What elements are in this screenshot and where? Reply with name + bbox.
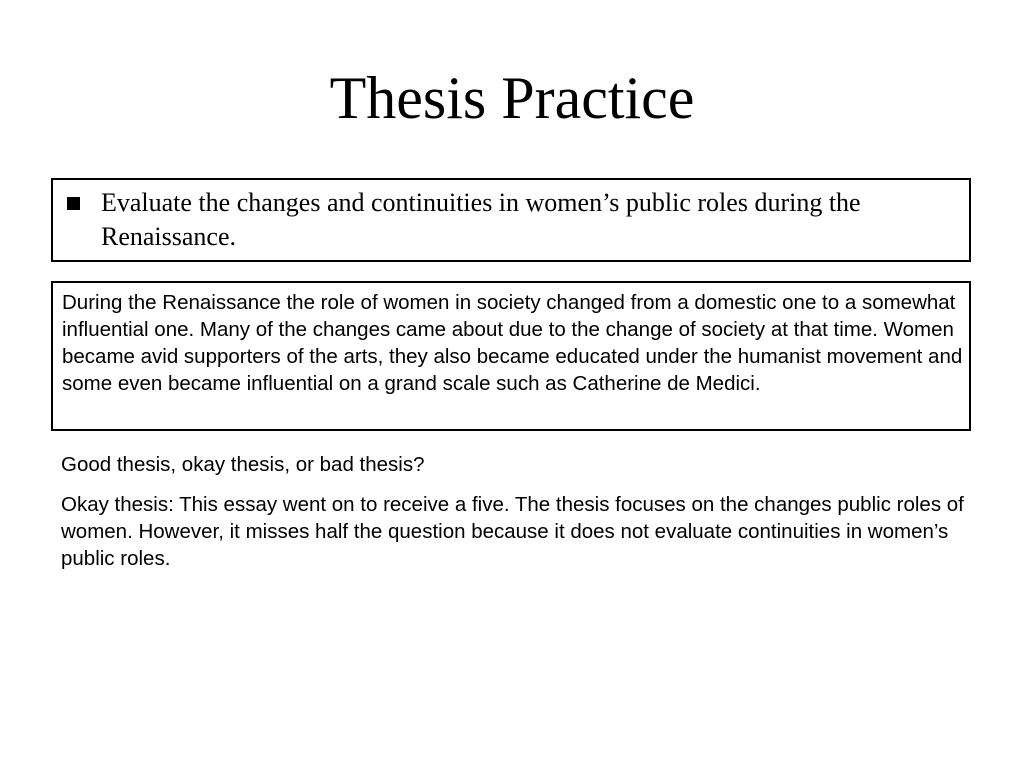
prompt-text: Evaluate the changes and continuities in women’s public roles during the Renaissance. [101, 188, 861, 251]
thesis-box [51, 281, 971, 431]
question-text: Good thesis, okay thesis, or bad thesis? [61, 453, 425, 476]
thesis-text: During the Renaissance the role of women in society changed from a domestic one to a somewhat influential one. Many of the changes came about due to the change of society at that time. Women became avid supporters of the arts, they also became educated under the humanist movement and some even became influential on a grand scale such as Catherine de Medici. [62, 291, 963, 395]
square-bullet-icon [67, 197, 80, 210]
prompt-box [51, 178, 971, 262]
slide-title: Thesis Practice [329, 65, 695, 131]
evaluation-text: Okay thesis: This essay went on to receive a five. The thesis focuses on the changes public roles of women. However, it misses half the question because it does not evaluate continuities in women’s public roles. [61, 493, 964, 570]
